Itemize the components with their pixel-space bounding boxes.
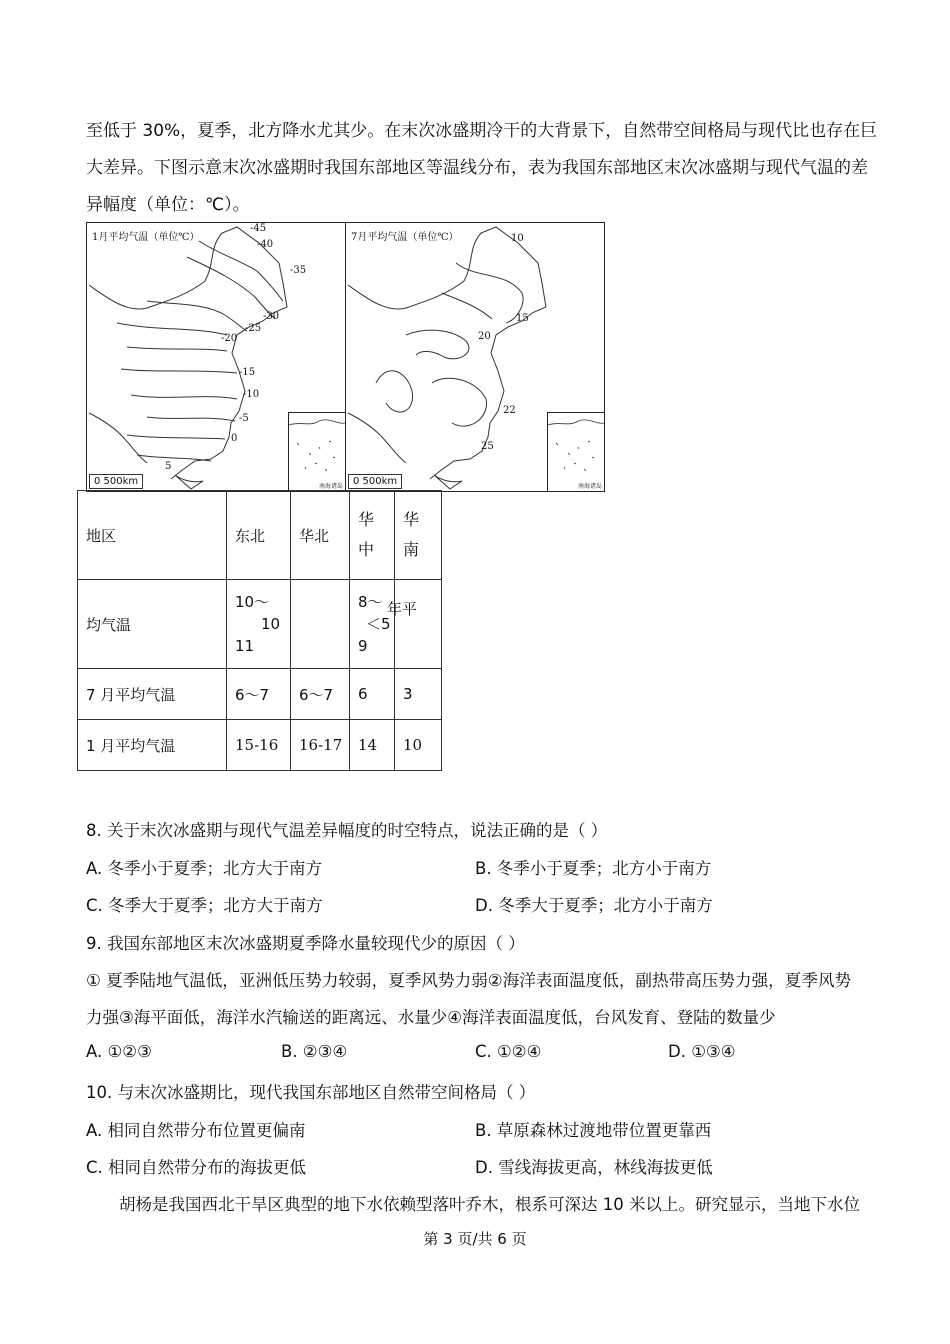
isotherm-label-minus15: -15 — [239, 367, 256, 378]
cell-july-north-china: 6～7 — [291, 669, 350, 720]
cell-text: 8～ — [358, 593, 383, 611]
intro-line-1: 至低于 30%，夏季，北方降水尤其少。在末次冰盛期冷干的大背景下，自然带空间格局与现代比也存在巨 — [86, 121, 878, 141]
table-row — [78, 491, 442, 580]
row-label-january: 1 月平均气温 — [78, 720, 227, 771]
isotherm-label-minus40: -40 — [257, 239, 274, 250]
question-9-statements-line-2: 力强③海平面低，海洋水汽输送的距离远、水量少④海洋表面温度低，台风发育、登陆的数量少 — [86, 1008, 776, 1027]
header-central-char-2: 中 — [358, 540, 375, 559]
header-northeast: 东北 — [227, 491, 291, 580]
header-south-china — [395, 491, 442, 580]
question-8-stem: 8. 关于末次冰盛期与现代气温差异幅度的时空特点，说法正确的是（ ） — [86, 821, 608, 840]
intro-line-2: 大差异。下图示意末次冰盛期时我国东部地区等温线分布，表为我国东部地区末次冰盛期与现代气温的差 — [86, 158, 868, 178]
cell-january-north-china: 16-17 — [291, 720, 350, 771]
isotherm-label-15: 15 — [516, 313, 529, 324]
header-central-china — [350, 491, 395, 580]
january-map-scale: 0 500km — [89, 474, 143, 489]
cell-text: 年平 — [387, 600, 418, 618]
question-10-stem: 10. 与末次冰盛期比，现代我国东部地区自然带空间格局（ ） — [86, 1083, 536, 1102]
january-map-title: 1月平均气温（单位℃） — [92, 232, 200, 243]
isotherm-label-minus30: -30 — [263, 311, 280, 322]
july-map-title: 7月平均气温（单位℃） — [351, 232, 459, 243]
cell-july-northeast: 6～7 — [227, 669, 291, 720]
cell-january-northeast: 15-16 — [227, 720, 291, 771]
cell-text: 9 — [358, 637, 368, 655]
header-south-char-2: 南 — [403, 540, 420, 559]
cell-text: 10～ — [235, 593, 270, 611]
isotherm-label-25: 25 — [481, 441, 494, 452]
isotherm-label-minus35: -35 — [290, 265, 307, 276]
question-8-option-a[interactable]: A. 冬季小于夏季；北方大于南方 — [86, 859, 322, 878]
header-north-china: 华北 — [291, 491, 350, 580]
question-9-statements-line-1: ① 夏季陆地气温低，亚洲低压势力较弱，夏季风势力弱②海洋表面温度低，副热带高压势力强，夏季风势 — [86, 971, 852, 990]
question-10-option-d[interactable]: D. 雪线海拔更高，林线海拔更低 — [475, 1158, 713, 1177]
isotherm-label-5: 5 — [165, 461, 172, 472]
isotherm-label-minus45: -45 — [250, 223, 267, 234]
july-map-scale: 0 500km — [348, 474, 402, 489]
isotherm-label-minus5: -5 — [239, 413, 249, 424]
south-china-sea-inset — [547, 412, 604, 491]
table-row — [78, 669, 442, 720]
question-10-option-b[interactable]: B. 草原森林过渡地带位置更靠西 — [475, 1121, 712, 1140]
cell-july-central-china: 6 — [350, 669, 395, 720]
next-passage-line: 胡杨是我国西北干旱区典型的地下水依赖型落叶乔木，根系可深达 10 米以上。研究显示，当地下水位 — [119, 1195, 860, 1214]
inset-drawing — [548, 413, 604, 491]
cell-text: 10 — [261, 615, 281, 633]
question-8-option-d[interactable]: D. 冬季大于夏季；北方小于南方 — [475, 896, 713, 915]
cell-annual-north-china — [291, 580, 350, 669]
intro-line-3: 异幅度（单位：℃）。 — [86, 195, 250, 215]
header-south-char-1: 华 — [403, 510, 420, 529]
question-8-option-c[interactable]: C. 冬季大于夏季；北方大于南方 — [86, 896, 323, 915]
isotherm-label-10: 10 — [511, 233, 524, 244]
question-9-option-c[interactable]: C. ①②④ — [475, 1042, 542, 1061]
isotherm-label-22: 22 — [503, 405, 516, 416]
question-10-option-c[interactable]: C. 相同自然带分布的海拔更低 — [86, 1158, 307, 1177]
page-footer: 第 3 页/共 6 页 — [423, 1230, 527, 1248]
july-isotherm-map — [345, 222, 605, 492]
question-8-option-b[interactable]: B. 冬季小于夏季；北方小于南方 — [475, 859, 712, 878]
header-region: 地区 — [78, 491, 227, 580]
question-10-option-a[interactable]: A. 相同自然带分布位置更偏南 — [86, 1121, 306, 1140]
question-9-option-b[interactable]: B. ②③④ — [281, 1042, 348, 1061]
inset-drawing — [289, 413, 345, 491]
january-isotherm-map — [86, 222, 346, 492]
south-china-sea-inset — [288, 412, 345, 491]
isotherm-label-minus10: -10 — [243, 389, 260, 400]
table-row — [78, 580, 442, 669]
question-9-option-a[interactable]: A. ①②③ — [86, 1042, 152, 1061]
cell-annual-central-china — [350, 580, 395, 669]
inset-label: 南海诸岛 — [318, 483, 343, 490]
cell-january-south-china: 10 — [395, 720, 442, 771]
cell-annual-south-china — [387, 580, 442, 669]
cell-text: 11 — [235, 637, 255, 655]
cell-text: ＜5 — [366, 615, 391, 633]
isotherm-maps — [86, 222, 606, 492]
cell-january-central-china: 14 — [350, 720, 395, 771]
row-label-july: 7 月平均气温 — [78, 669, 227, 720]
cell-annual-northeast — [227, 580, 291, 669]
isotherm-label-0: 0 — [231, 433, 238, 444]
temperature-difference-table — [77, 490, 442, 771]
inset-label: 南海诸岛 — [577, 483, 602, 490]
row-label-annual: 均气温 — [78, 580, 227, 669]
isotherm-label-minus25: -25 — [245, 323, 262, 334]
header-central-char-1: 华 — [358, 510, 375, 529]
question-9-option-d[interactable]: D. ①③④ — [668, 1042, 736, 1061]
cell-july-south-china: 3 — [395, 669, 442, 720]
question-9-stem: 9. 我国东部地区末次冰盛期夏季降水量较现代少的原因（ ） — [86, 934, 525, 953]
isotherm-label-20: 20 — [478, 331, 491, 342]
isotherm-label-minus20: -20 — [221, 333, 238, 344]
table-row — [78, 720, 442, 771]
